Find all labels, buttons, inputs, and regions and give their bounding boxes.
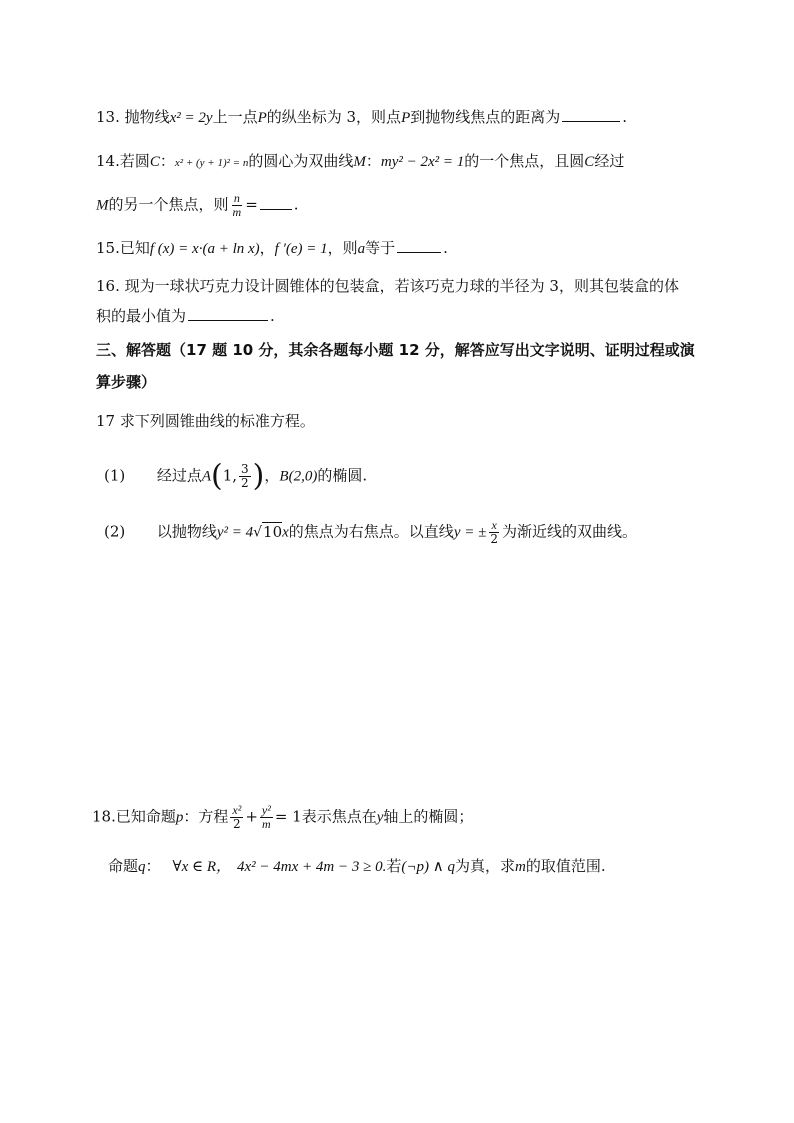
q17-frac-den: 2 bbox=[490, 532, 498, 546]
q18-text: 命题 bbox=[108, 857, 139, 875]
q17-sqrt-value: 10 bbox=[263, 522, 283, 541]
q16-text: 积的最小值为 bbox=[96, 307, 187, 325]
q14-colon: ： bbox=[365, 152, 381, 170]
q18-fraction-y bbox=[260, 804, 273, 831]
q13-text: 的纵坐标为 3，则点 bbox=[266, 108, 402, 126]
q18-text: 若 bbox=[386, 857, 402, 875]
q17-point-a: A bbox=[201, 468, 211, 485]
q18-colon: ： bbox=[145, 857, 161, 875]
q17-point-b: B(2,0) bbox=[279, 468, 318, 485]
q18-logic-expr: (¬p) ∧ q bbox=[401, 859, 455, 875]
q14-circle-eq: x² + (y + 1)² = n bbox=[174, 157, 249, 169]
question-14-line-2 bbox=[96, 192, 299, 219]
section-3-heading-line-2 bbox=[96, 372, 156, 392]
q14-colon: ： bbox=[159, 152, 175, 170]
q18-prop-p: p bbox=[175, 809, 184, 826]
q18-fraction-x bbox=[230, 804, 243, 831]
sqrt-icon: √ bbox=[253, 524, 263, 541]
q18-frac-den: m bbox=[262, 817, 271, 831]
q14-frac-den: m bbox=[232, 205, 242, 219]
q17-asymptote-fraction bbox=[488, 519, 500, 546]
q13-prefix: 13. 抛物线 bbox=[96, 108, 170, 126]
q15-var-a: a bbox=[357, 241, 366, 257]
question-18 bbox=[92, 804, 473, 831]
q14-hyperbola-m: M bbox=[353, 154, 366, 170]
q15-end: . bbox=[443, 239, 448, 257]
q15-text: ，则 bbox=[327, 239, 358, 257]
q16-text: 16. 现为一球状巧克力设计圆锥体的包装盒，若该巧克力球的半径为 3，则其包装盒的体 bbox=[96, 277, 679, 295]
q15-comma: ， bbox=[259, 239, 275, 257]
question-16-line-2 bbox=[96, 306, 275, 326]
question-16 bbox=[96, 276, 679, 296]
section-3-heading-line-1: 三、解答题（17 题 10 分，其余各题每小题 12 分，解答应写出文字说明、证明过程或演 bbox=[96, 341, 695, 359]
q18-plus: + bbox=[245, 807, 258, 826]
q18-frac-den: 2 bbox=[233, 817, 241, 831]
q17-part-1-text: 经过点 bbox=[156, 466, 202, 485]
q13-point-p: P bbox=[401, 110, 411, 126]
q18-inequality: 4x² − 4mx + 4m − 3 ≥ 0. bbox=[237, 859, 387, 875]
q13-answer-blank[interactable] bbox=[562, 107, 620, 122]
q18-var-y: y bbox=[376, 809, 384, 826]
q18-text: ：方程 bbox=[183, 807, 229, 826]
q18-prop-q: q bbox=[138, 859, 146, 875]
q14-circle-c: C bbox=[149, 154, 160, 170]
q18-text: 轴上的椭圆； bbox=[383, 807, 474, 826]
question-18-line-2 bbox=[108, 856, 606, 877]
q18-prefix: 18.已知命题 bbox=[92, 807, 176, 826]
q14-circle-c: C bbox=[584, 154, 595, 170]
q17-parabola-lhs: y² = 4 bbox=[216, 524, 254, 541]
question-17-part-1 bbox=[104, 458, 368, 494]
q17-part-2-text: 以抛物线 bbox=[156, 522, 217, 541]
q17-frac-num: x bbox=[491, 518, 497, 532]
q18-text: 的取值范围. bbox=[525, 857, 606, 875]
q14-text: 的圆心为双曲线 bbox=[248, 152, 354, 170]
q14-text: 的另一个焦点，则 bbox=[108, 195, 229, 214]
q18-equals-one: = 1 bbox=[274, 807, 302, 826]
q14-answer-blank[interactable] bbox=[260, 195, 292, 210]
q17-point-a-y-fraction bbox=[239, 463, 251, 490]
q16-end: . bbox=[270, 307, 275, 325]
q18-forall: ∀x ∈ R， bbox=[172, 859, 232, 875]
q17-title: 17 求下列圆锥曲线的标准方程。 bbox=[96, 412, 315, 430]
q17-part-2-text: 为渐近线的双曲线。 bbox=[501, 522, 637, 541]
q17-frac-num: 3 bbox=[241, 462, 249, 476]
q15-function: f (x) = x·(a + ln x) bbox=[149, 241, 260, 257]
q13-parabola-eq: x² = 2y bbox=[169, 110, 213, 126]
q17-frac-den: 2 bbox=[241, 476, 249, 490]
question-13 bbox=[96, 107, 627, 128]
question-17-part-2 bbox=[104, 519, 637, 546]
q17-left-paren: ( bbox=[211, 458, 223, 494]
q17-part-1-text: 的椭圆. bbox=[317, 466, 368, 485]
q17-var-x: x bbox=[282, 524, 289, 541]
section-3-heading-line-2-text: 算步骤） bbox=[96, 373, 157, 391]
question-14 bbox=[96, 151, 624, 173]
q17-point-a-x: 1, bbox=[222, 466, 238, 485]
q18-var-m: m bbox=[514, 859, 526, 875]
q15-text: 等于 bbox=[365, 239, 396, 257]
q17-part-1-label: (1) bbox=[104, 466, 126, 485]
q13-end: . bbox=[622, 108, 628, 126]
q13-point-p: P bbox=[257, 110, 267, 126]
question-17-title bbox=[96, 411, 315, 431]
q14-fraction bbox=[231, 192, 244, 219]
section-3-heading bbox=[96, 340, 695, 360]
q14-end: . bbox=[293, 195, 299, 214]
q17-part-2-label: (2) bbox=[104, 522, 126, 541]
q15-prefix: 15.已知 bbox=[96, 239, 150, 257]
q18-text: 表示焦点在 bbox=[301, 807, 377, 826]
q18-frac-num: y² bbox=[261, 803, 271, 817]
q18-text: 为真，求 bbox=[454, 857, 515, 875]
q14-equals: = bbox=[245, 195, 258, 214]
q14-prefix: 14.若圆 bbox=[96, 152, 150, 170]
q17-part-2-text: 的焦点为右焦点。以直线 bbox=[288, 522, 454, 541]
q14-text: 经过 bbox=[594, 152, 625, 170]
q15-answer-blank[interactable] bbox=[397, 238, 441, 253]
question-15 bbox=[96, 238, 448, 259]
q15-condition: f ′(e) = 1 bbox=[274, 241, 328, 257]
q16-answer-blank[interactable] bbox=[188, 306, 268, 321]
q17-sep: ， bbox=[264, 466, 280, 485]
q14-text: 的一个焦点，且圆 bbox=[464, 152, 585, 170]
q14-hyperbola-m: M bbox=[96, 197, 109, 214]
q18-frac-num: x² bbox=[232, 803, 242, 817]
q14-frac-num: n bbox=[233, 191, 240, 205]
q14-hyperbola-eq: my² − 2x² = 1 bbox=[380, 154, 465, 170]
q13-text: 上一点 bbox=[212, 108, 258, 126]
q17-right-paren: ) bbox=[252, 458, 265, 494]
q13-text: 到抛物线焦点的距离为 bbox=[410, 108, 561, 126]
q17-line-eq: y = ± bbox=[453, 524, 487, 541]
